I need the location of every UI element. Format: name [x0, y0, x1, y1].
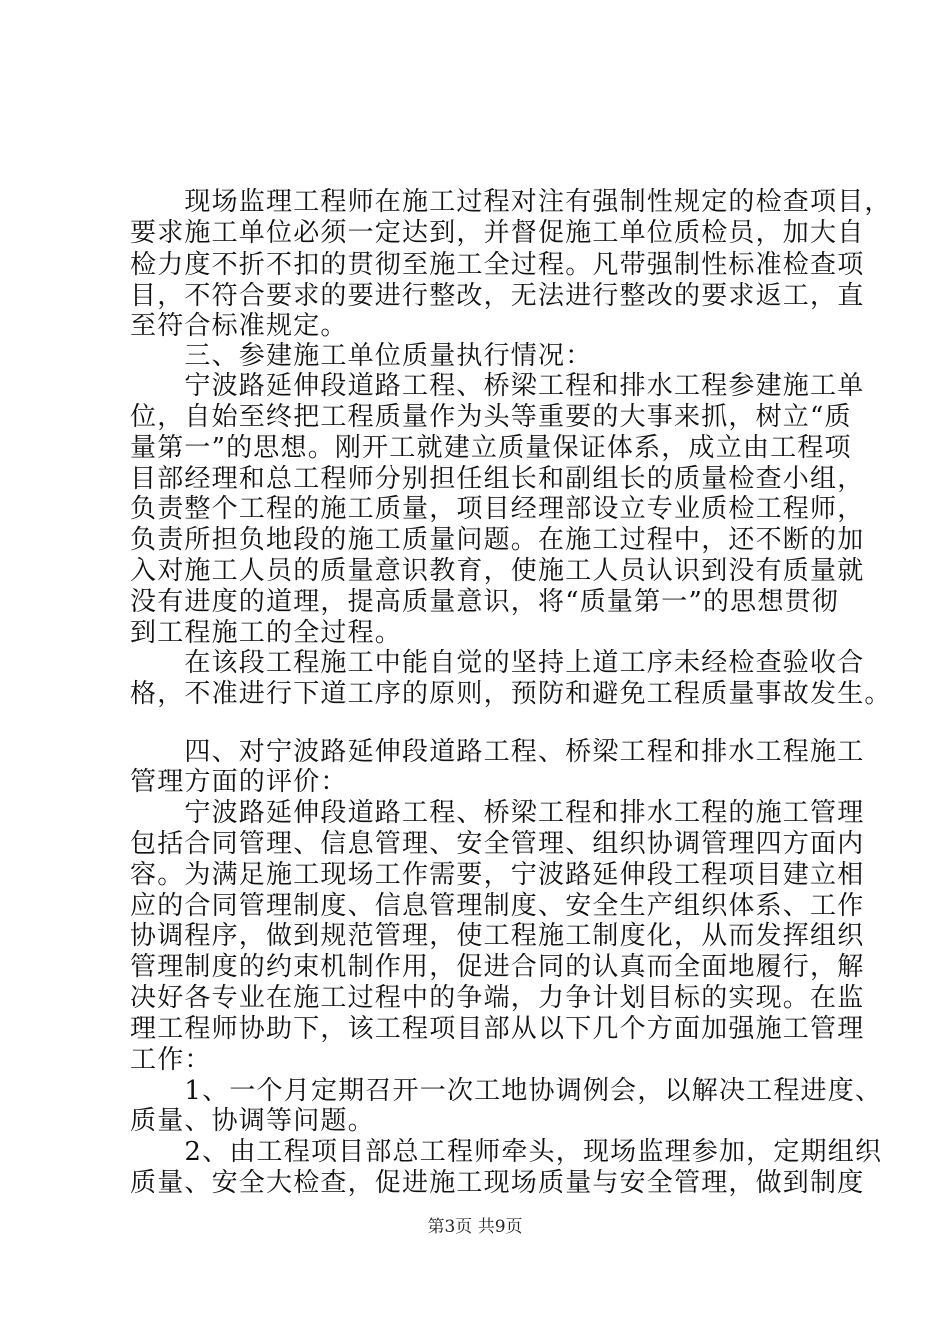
- section-heading: 三、参建施工单位质量执行情况：: [130, 341, 593, 371]
- section-heading: 四、对宁波路延伸段道路工程、桥梁工程和排水工程施工: [130, 737, 865, 767]
- page-number-footer: 第3页 共9页: [427, 1217, 523, 1237]
- body-text-line: 理工程师协助下，该工程项目部从以下几个方面加强施工管理: [130, 1014, 865, 1044]
- list-item: 质量、协调等问题。: [130, 1106, 375, 1136]
- list-item: 2、由工程项目部总工程师牵头，现场监理参加，定期组织: [130, 1137, 883, 1167]
- body-text-line: 位，自始至终把工程质量作为头等重要的大事来抓，树立“质: [130, 402, 852, 432]
- body-text-line: 应的合同管理制度、信息管理制度、安全生产组织体系、工作: [130, 891, 865, 921]
- body-text-line: 至符合标准规定。: [130, 311, 348, 341]
- body-text-line: 管理制度的约束机制作用，促进合同的认真而全面地履行，解: [130, 952, 865, 982]
- body-text-line: 容。为满足施工现场工作需要，宁波路延伸段工程项目建立相: [130, 860, 865, 890]
- body-text-line: 量第一”的思想。刚开工就建立质量保证体系，成立由工程项: [130, 433, 852, 463]
- body-text-line: 没有进度的道理，提高质量意识，将“质量第一”的思想贯彻: [130, 587, 839, 617]
- body-text-line: 现场监理工程师在施工过程对注有强制性规定的检查项目，: [130, 187, 892, 217]
- body-text-line: 宁波路延伸段道路工程、桥梁工程和排水工程的施工管理: [130, 798, 865, 828]
- body-text-line: 包括合同管理、信息管理、安全管理、组织协调管理四方面内: [130, 829, 865, 859]
- body-text-line: 到工程施工的全过程。: [130, 618, 403, 648]
- list-item: 1、一个月定期召开一次工地协调例会，以解决工程进度、: [130, 1076, 883, 1106]
- list-item: 质量、安全大检查，促进施工现场质量与安全管理，做到制度: [130, 1168, 865, 1198]
- body-text-line: 协调程序，做到规范管理，使工程施工制度化，从而发挥组织: [130, 921, 865, 951]
- body-text-line: 工作：: [130, 1045, 212, 1075]
- body-text-line: 负责所担负地段的施工质量问题。在施工过程中，还不断的加: [130, 525, 865, 555]
- body-text-line: 负责整个工程的施工质量，项目经理部设立专业质检工程师，: [130, 494, 865, 524]
- body-text-line: 决好各专业在施工过程中的争端，力争计划目标的实现。在监: [130, 983, 865, 1013]
- section-heading: 管理方面的评价：: [130, 767, 348, 797]
- body-text-line: 宁波路延伸段道路工程、桥梁工程和排水工程参建施工单: [130, 371, 865, 401]
- body-text-line: 入对施工人员的质量意识教育，使施工人员认识到没有质量就: [130, 556, 865, 586]
- body-text-line: 在该段工程施工中能自觉的坚持上道工序未经检查验收合: [130, 648, 865, 678]
- body-text-line: 检力度不折不扣的贯彻至施工全过程。凡带强制性标准检查项: [130, 250, 865, 280]
- body-text-line: 目，不符合要求的要进行整改，无法进行整改的要求返工，直: [130, 281, 865, 311]
- body-text-line: 要求施工单位必须一定达到，并督促施工单位质检员，加大自: [130, 218, 865, 248]
- body-text-line: 格，不准进行下道工序的原则，预防和避免工程质量事故发生。: [130, 679, 892, 709]
- body-text-line: 目部经理和总工程师分别担任组长和副组长的质量检查小组，: [130, 464, 865, 494]
